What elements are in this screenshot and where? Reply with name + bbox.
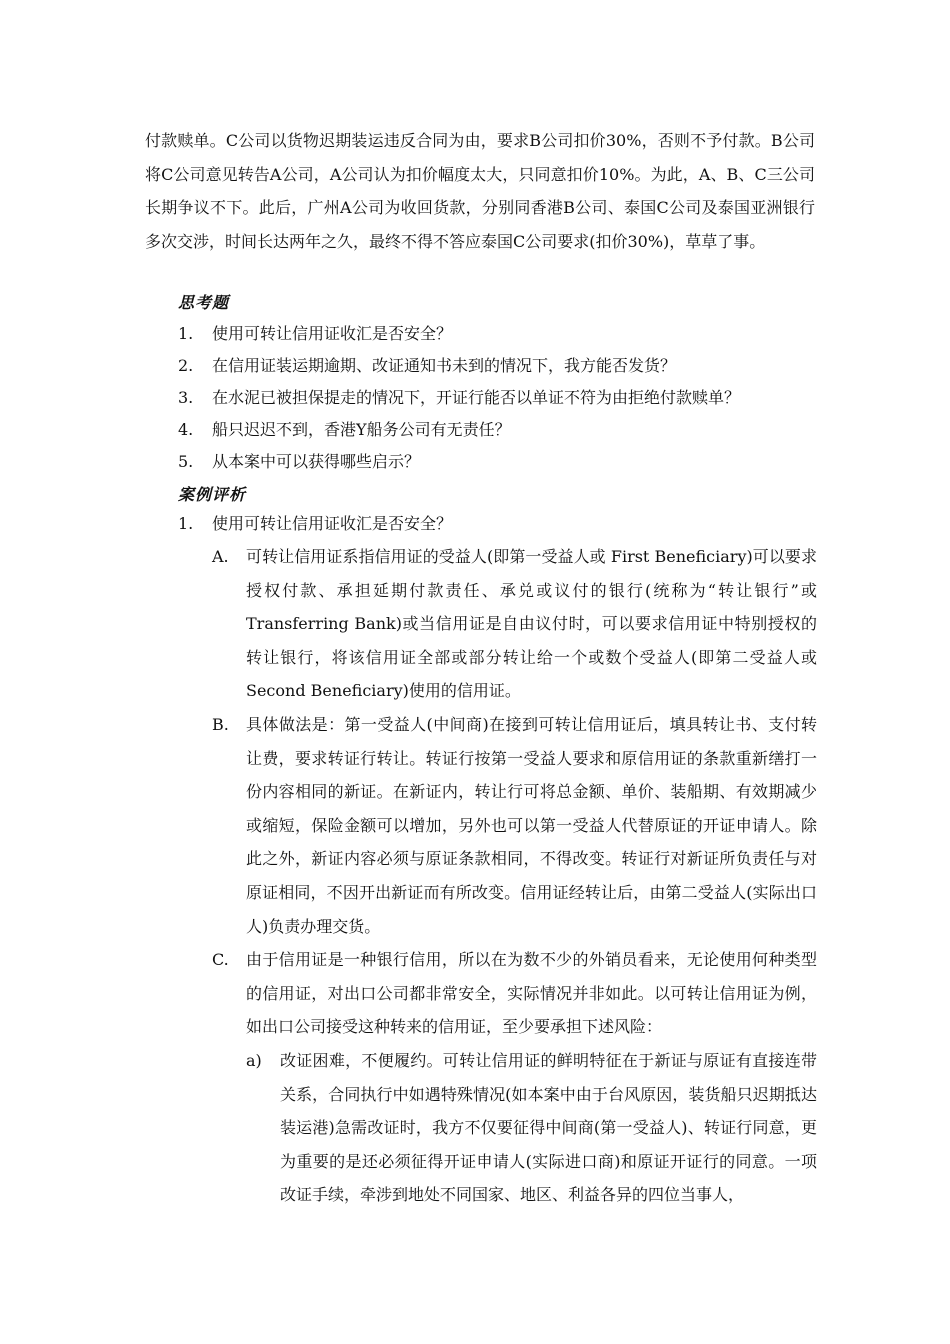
point-text: 由于信用证是一种银行信用，所以在为数不少的外销员看来，无论使用何种类型的信用证，对出口公司都非常安全，实际情况并非如此。以可转让信用证为例，如出口公司接受这种转来的信用证，至少要承担下述风险： (246, 950, 817, 1037)
question-item (178, 446, 420, 478)
question-number: 2. (178, 356, 194, 375)
question-text: 使用可转让信用证收汇是否安全？ (212, 324, 453, 343)
analysis-points (212, 540, 817, 1212)
subpoint-text: 改证困难，不便履约。可转让信用证的鲜明特征在于新证与原证有直接连带关系，合同执行中如遇特殊情况(如本案中由于台风原因，装货船只迟期抵达装运港)急需改证时，我方不仅要征得中间商(第一受益人)、转证行同意，更为重要的是还必须征得开证申请人(实际进口商)和原证开证行的同意。一项改证手续，牵涉到地处不同国家、地区、利益各异的四位当事人， (280, 1050, 817, 1205)
question-number: 5. (178, 452, 194, 471)
point-text: 可转让信用证系指信用证的受益人(即第一受益人或 First Beneficiary)可以要求授权付款、承担延期付款责任、承兑或议付的银行(统称为“转让银行”或Transferring Bank)或当信用证是自由议付时，可以要求信用证中特别授权的转让银行，将该信用证全部或部分转让给一个或数个受益人(即第二受益人或Second Beneficiary)使用的信用证。 (246, 547, 817, 701)
question-item (178, 414, 511, 446)
point-label: C. (212, 950, 229, 970)
question-number: 3. (178, 388, 194, 407)
point-text: 具体做法是：第一受益人(中间商)在接到可转让信用证后，填具转让书、支付转让费，要求转证行转让。转证行按第一受益人要求和原信用证的条款重新缮打一份内容相同的新证。在新证内，转让行可将总金额、单价、装船期、有效期减少或缩短，保险金额可以增加，另外也可以第一受益人代替原证的开证申请人。除此之外，新证内容必须与原证条款相同，不得改变。转证行对新证所负责任与对原证相同，不因开出新证而有所改变。信用证经转让后，由第二受益人(实际出口人)负责办理交货。 (246, 714, 817, 936)
point-b (212, 708, 817, 943)
question-number: 1. (178, 324, 194, 343)
question-text: 船只迟迟不到，香港Y船务公司有无责任？ (212, 420, 511, 439)
analysis-item (178, 508, 452, 540)
point-label: B. (212, 714, 229, 734)
subpoint-a (246, 1044, 817, 1212)
point-c (212, 943, 817, 1044)
analysis-heading: 案例评析 (178, 485, 247, 504)
question-text: 从本案中可以获得哪些启示？ (212, 452, 421, 471)
point-a (212, 540, 817, 708)
questions-heading: 思考题 (178, 293, 230, 312)
point-label: A. (212, 547, 229, 566)
subpoint-container (212, 1044, 817, 1212)
analysis-text: 使用可转让信用证收汇是否安全？ (212, 514, 453, 533)
question-item (178, 350, 676, 382)
question-text: 在信用证装运期逾期、改证通知书未到的情况下，我方能否发货？ (212, 356, 677, 375)
question-text: 在水泥已被担保提走的情况下，开证行能否以单证不符为由拒绝付款赎单？ (212, 388, 741, 407)
analysis-number: 1. (178, 514, 194, 533)
question-number: 4. (178, 420, 194, 439)
subpoint-label: a) (246, 1050, 262, 1070)
intro-paragraph: 付款赎单。C公司以货物迟期装运违反合同为由，要求B公司扣价30%，否则不予付款。B公司将C公司意见转告A公司，A公司认为扣价幅度太大，只同意扣价10%。为此，A、B、C三公司长期争议不下。此后，广州A公司为收回货款，分别同香港B公司、泰国C公司及泰国亚洲银行多次交涉，时间长达两年之久，最终不得不答应泰国C公司要求(扣价30%)，草草了事。 (145, 131, 815, 251)
question-item (178, 318, 452, 350)
question-item (178, 382, 740, 414)
